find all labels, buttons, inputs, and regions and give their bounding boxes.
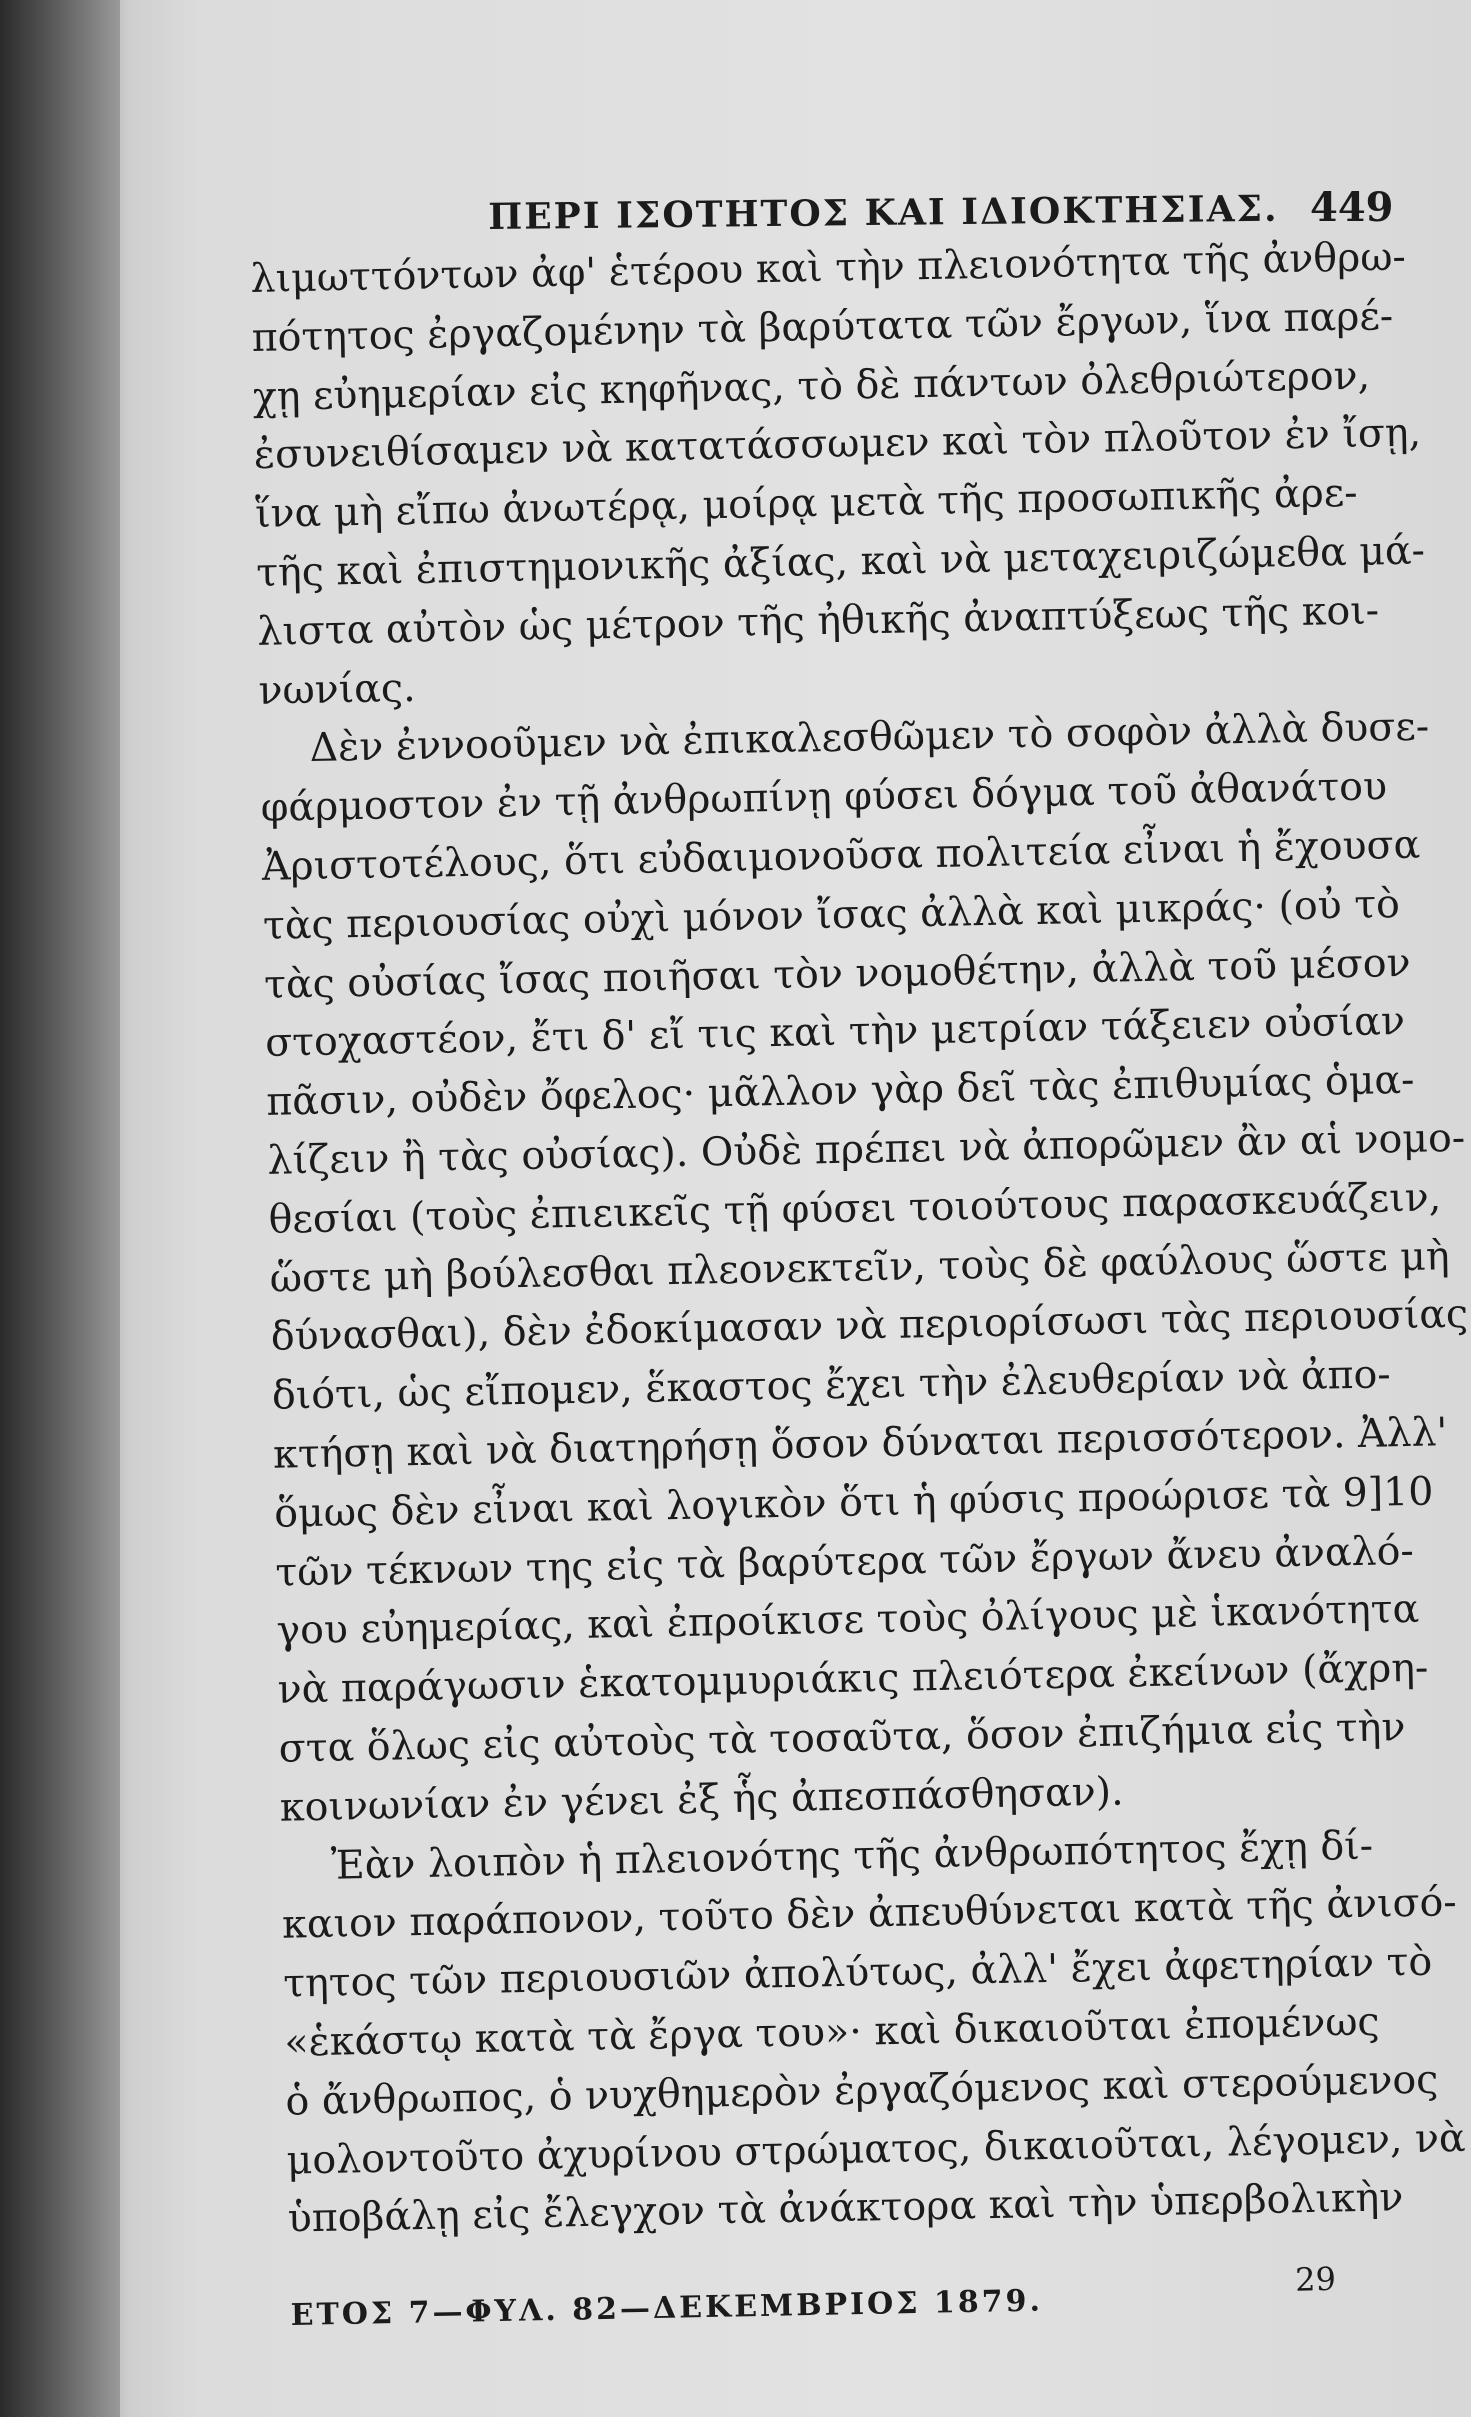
text-line: γου εὐημερίας, καὶ ἐπροίκισε τοὺς ὀλίγους μὲ ἱκανότητα xyxy=(276,1586,1420,1655)
text-line: χῃ εὐημερίαν εἰς κηφῆνας, τὸ δὲ πάντων ὀλεθριώτερον, xyxy=(252,352,1371,420)
paragraph-start-line: Δὲν ἐννοοῦμεν νὰ ἐπικαλεσθῶμεν τὸ σοφὸν ἀλλὰ δυσε- xyxy=(309,703,1430,772)
paragraph-start-line: Ἐὰν λοιπὸν ἡ πλειονότης τῆς ἀνθρωπότητος ἔχῃ δί- xyxy=(330,1822,1374,1889)
text-line: κτήσῃ καὶ νὰ διατηρήσῃ ὅσον δύναται περισσότερον. Ἀλλ' xyxy=(272,1409,1448,1478)
text-line: Ἀριστοτέλους, ὅτι εὐδαιμονοῦσα πολιτεία εἶναι ἡ ἔχουσα xyxy=(261,821,1421,890)
text-line: στα ὅλως εἰς αὐτοὺς τὰ τοσαῦτα, ὅσον ἐπιζήμια εἰς τὴν xyxy=(278,1704,1406,1772)
text-line: μολοντοῦτο ἀχυρίνου στρώματος, δικαιοῦται, λέγομεν, νὰ xyxy=(286,2114,1467,2184)
text-line: στοχαστέον, ἔτι δ' εἴ τις καὶ τὴν μετρίαν τάξειεν οὐσίαν xyxy=(264,998,1406,1067)
text-line: λιστα αὐτὸν ὡς μέτρον τῆς ἠθικῆς ἀναπτύξεως τῆς κοι- xyxy=(256,587,1380,655)
book-page xyxy=(230,150,1469,2390)
text-line: τῶν τέκνων της εἰς τὰ βαρύτερα τῶν ἔργων ἄνευ ἀναλό- xyxy=(274,1527,1415,1596)
sheet-number: 29 xyxy=(1294,2259,1337,2299)
text-line: τῆς καὶ ἐπιστημονικῆς ἀξίας, καὶ νὰ μεταχειριζώμεθα μά- xyxy=(255,527,1426,596)
text-line: κοινωνίαν ἐν γένει ἐξ ἧς ἀπεσπάσθησαν). xyxy=(279,1768,1125,1831)
text-line: λίζειν ἢ τὰς οὐσίας). Οὐδὲ πρέπει νὰ ἀπορῶμεν ἂν αἱ νομο- xyxy=(267,1114,1466,1184)
book-binding-shadow xyxy=(0,0,120,2417)
text-line: τὰς οὐσίας ἴσας ποιῆσαι τὸν νομοθέτην, ἀλλὰ τοῦ μέσον xyxy=(263,939,1411,1008)
text-line: «ἑκάστῳ κατὰ τὰ ἔργα του»· καὶ δικαιοῦται ἐπομένως xyxy=(283,1998,1380,2066)
text-line: ἵνα μὴ εἴπω ἀνωτέρᾳ, μοίρᾳ μετὰ τῆς προσωπικῆς ἀρε- xyxy=(254,469,1358,538)
text-line: καιον παράπονον, τοῦτο δὲν ἀπευθύνεται κατὰ τῆς ἀνισό- xyxy=(281,1879,1458,1948)
text-line: νωνίας. xyxy=(258,664,416,714)
running-head-title: ΠΕΡΙ ΙΣΟΤΗΤΟΣ ΚΑΙ ΙΔΙΟΚΤΗΣΙΑΣ. xyxy=(488,187,1279,238)
text-line: ἐσυνειθίσαμεν νὰ κατατάσσωμεν καὶ τὸν πλοῦτον ἐν ἴσῃ, xyxy=(253,409,1422,479)
text-line: ὁ ἄνθρωπος, ὁ νυχθημερὸν ἐργαζόμενος καὶ στερούμενος xyxy=(285,2056,1439,2125)
running-head xyxy=(230,168,1400,238)
text-line: διότι, ὡς εἴπομεν, ἕκαστος ἔχει τὴν ἐλευθερίαν νὰ ἀπο- xyxy=(271,1351,1392,1419)
text-line: πᾶσιν, οὐδὲν ὄφελος· μᾶλλον γὰρ δεῖ τὰς ἐπιθυμίας ὁμα- xyxy=(265,1056,1415,1125)
footer-signature: ΕΤΟΣ 7—ΦΥΛ. 82—ΔΕΚΕΜΒΡΙΟΣ 1879. xyxy=(290,2283,1044,2333)
text-line: ὥστε μὴ βούλεσθαι πλεονεκτεῖν, τοὺς δὲ φαύλους ὥστε μὴ xyxy=(269,1232,1450,1302)
text-line: πότητος ἐργαζομένην τὰ βαρύτατα τῶν ἔργων, ἵνα παρέ- xyxy=(251,292,1394,361)
text-line: δύνασθαι), δὲν ἐδοκίμασαν νὰ περιορίσωσι τὰς περιουσίας xyxy=(270,1291,1469,1361)
text-line: θεσίαι (τοὺς ἐπιεικεῖς τῇ φύσει τοιούτους παρασκευάζειν, xyxy=(268,1174,1442,1243)
body-text xyxy=(250,228,1469,2249)
text-line: λιμωττόντων ἀφ' ἑτέρου καὶ τὴν πλειονότητα τῆς ἀνθρω- xyxy=(250,233,1407,302)
text-line: φάρμοστον ἐν τῇ ἀνθρωπίνῃ φύσει δόγμα τοῦ ἀθανάτου xyxy=(260,763,1388,832)
text-line: ὅμως δὲν εἶναι καὶ λογικὸν ὅτι ἡ φύσις προώρισε τὰ 9]10 xyxy=(273,1468,1434,1537)
page-footer xyxy=(290,2258,1431,2340)
text-line: τὰς περιουσίας οὐχὶ μόνον ἴσας ἀλλὰ καὶ μικράς· (οὐ τὸ xyxy=(262,880,1401,949)
page-number: 449 xyxy=(1310,184,1394,231)
text-line: νὰ παράγωσιν ἑκατομμυριάκις πλειότερα ἐκείνων (ἄχρη- xyxy=(277,1644,1429,1713)
text-line: τητος τῶν περιουσιῶν ἀπολύτως, ἀλλ' ἔχει ἀφετηρίαν τὸ xyxy=(282,1938,1433,2007)
text-line: ὑποβάλῃ εἰς ἔλεγχον τὰ ἀνάκτορα καὶ τὴν ὑπερβολικὴν xyxy=(287,2174,1404,2242)
